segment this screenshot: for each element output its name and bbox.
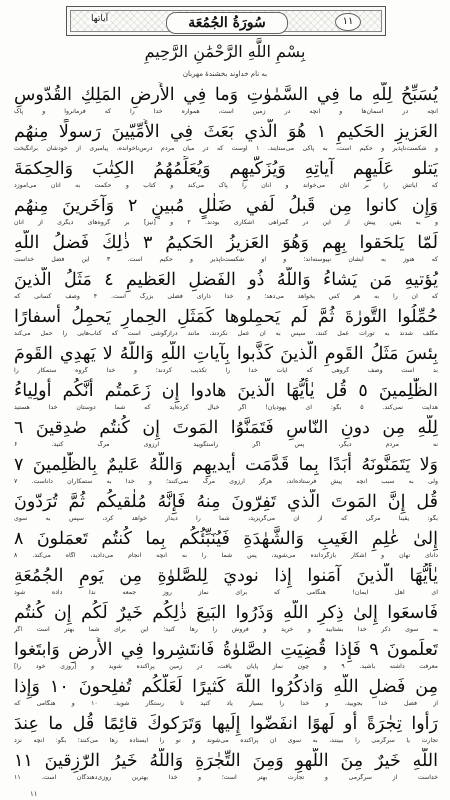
page-footer-number: ١١ xyxy=(30,790,38,798)
persian-translation: تجارت یا سرگرمی را ببینند، به سوی آن پراکنده می‌شوند و تو را ایستاده رها می‌کنند؛ بگو: آنچه نزد xyxy=(14,737,438,744)
persian-translation: بگو: یقیناً مرگی که از آن می‌گریزید، شما را دیدار خواهد کرد، سپس به سوی xyxy=(14,515,438,522)
verse-line xyxy=(14,563,438,597)
verse-line xyxy=(14,119,438,153)
persian-translation: بد است وصف گروهی که آیات خدا را تکذیب کردند؛ و خدا گروه ستمکار را xyxy=(14,367,438,374)
arabic-text: إِلىٰ عٰلِمِ الغَيبِ وَالشَّهٰدَةِ فَيُنَبِّئُكُم بِما كُنتُم تَعمَلونَ ٨ xyxy=(14,529,438,549)
persian-translation: که آن را به هر کس بخواهد می‌دهد؛ و خدا دارای فضلی بزرگ است. ۴ وصف کسانی که xyxy=(14,293,438,300)
verse-line xyxy=(14,267,438,301)
arabic-text: الظّٰلِمينَ ٥ قُل يٰأَيُّهَا الَّذينَ هادوا إِن زَعَمتُم أَنَّكُم أَولِياءُ xyxy=(14,381,438,401)
verse-line xyxy=(14,415,438,449)
persian-translation: هدایت نمی‌کند. ۵ بگو: ای یهودیان! اگر خیال کرده‌اید که شما دوستان خدا هستید xyxy=(14,404,438,411)
arabic-text: فَاسعَوا إِلىٰ ذِكرِ اللَّهِ وَذَرُوا البَيعَ ذٰلِكُم خَيرٌ لَكُم إِن كُنتُم xyxy=(14,603,438,623)
arabic-text: قُل إِنَّ المَوتَ الَّذي تَفِرّونَ مِنهُ فَإِنَّهُ مُلٰقيكُم ثُمَّ تُرَدّونَ xyxy=(14,492,438,512)
surah-title: سُورَةُ الجُمُعَة xyxy=(166,12,288,34)
arabic-text: مِن فَضلِ اللَّهِ وَاذكُرُوا اللَّهَ كَثيرًا لَعَلَّكُم تُفلِحونَ ١٠ وَإِذا xyxy=(14,677,438,697)
verse-line xyxy=(14,452,438,486)
persian-translation: مکلف شدند به تورات عمل کنند، سپس به آن عمل نکردند، مانند درازگوشی است که کتاب‌هایی را حمل می‌کند xyxy=(14,330,438,337)
persian-translation: که هنوز به ایشان نپیوسته‌اند؛ و او شکست‌ناپذیر و حکیم است. ۳ این فضل خداست xyxy=(14,256,438,263)
verse-line xyxy=(14,637,438,671)
persian-translation: آنچه در آسمان‌ها و آنچه در زمین است، همواره خدا را که فرمانروا و پاک xyxy=(14,108,438,115)
ayat-label: آیاتها xyxy=(91,14,109,24)
verse-line xyxy=(14,378,438,412)
header-ornament xyxy=(70,10,382,32)
persian-translation: معرفت داشته باشید. ۹ و چون نماز پایان یافت، در زمین پراکنده شوید و [روزی خود را] xyxy=(14,663,438,670)
persian-translation: دانای نهان و آشکار بازگردانده می‌شوید، پس شما را به آنچه انجام می‌دادید، آگاه می‌کند. ۸ xyxy=(14,552,438,559)
persian-translation: ای اهل ایمان! هنگامی که برای نماز روز جمعه ندا داده شود xyxy=(14,589,438,596)
arabic-text: وَإِن كانوا مِن قَبلُ لَفي ضَلٰلٍ مُبينٍ ٢ وَآخَرينَ مِنهُم xyxy=(14,196,438,216)
persian-translation: و به یقین پیش از این در گمراهی آشکاری بودند. ۲ و [نیز] بر گروه‌های دیگری از آنان xyxy=(14,219,438,226)
verse-line xyxy=(14,82,438,116)
persian-translation: ولی به سبب آنچه پیش فرستاده‌اند، هرگز آرزوی مرگ نمی‌کنند؛ و خدا به ستمکاران داناست. ۷ xyxy=(14,478,438,485)
arabic-text: يُؤتيهِ مَن يَشاءُ وَاللَّهُ ذُو الفَضلِ العَظيمِ ٤ مَثَلُ الَّذينَ xyxy=(14,270,438,290)
persian-translation: به سوی ذکر خدا بشتابید و خرید و فروش را رها کنید؛ این برای شما بهتر است اگر xyxy=(14,626,438,633)
ayat-count-badge: ١١ xyxy=(335,13,361,31)
verse-line xyxy=(14,304,438,338)
verse-line xyxy=(14,711,438,745)
verse-line xyxy=(14,489,438,523)
verse-line xyxy=(14,748,438,782)
arabic-text: اللَّهِ خَيرٌ مِنَ اللَّهوِ وَمِنَ التِّجٰرَةِ وَاللَّهُ خَيرُ الرّٰزِقينَ ١١ xyxy=(14,751,438,771)
arabic-text: لِلَّهِ مِن دونِ النّاسِ فَتَمَنَّوُا المَوتَ إِن كُنتُم صٰدِقينَ ٦ xyxy=(14,418,438,438)
verse-line xyxy=(14,600,438,634)
arabic-text: يَتلو عَلَيهِم آياتِهِ وَيُزَكّيهِم وَيُعَلِّمُهُمُ الكِتٰبَ وَالحِكمَةَ xyxy=(14,159,438,179)
persian-translation: از فضل خدا بجویید، و خدا را بسیار یاد کنید تا رستگار شوید. ۱۰ و هنگامی که xyxy=(14,700,438,707)
arabic-text: وَلا يَتَمَنَّونَهُ أَبَدًا بِما قَدَّمَت أَيديهِم وَاللَّهُ عَليمٌ بِالظّٰلِمينَ ٧ xyxy=(14,455,438,475)
persian-translation: و شکست‌ناپذیر و حکیم است، به پاکی می‌ستایند. ۱ اوست که در میان مردم درس‌ناخوانده، پیامبری از خودشان برانگیخت xyxy=(14,145,438,152)
persian-translation: خداست از سرگرمی و تجارت بهتر است؛ و خدا بهترین روزی‌دهندگان است. ۱۱ xyxy=(14,774,438,781)
persian-translation: که آیاتش را بر آنان می‌خواند و آنان را پاک می‌کند و کتاب و حکمت به آنان می‌آموزد xyxy=(14,182,438,189)
arabic-text: بِئسَ مَثَلُ القَومِ الَّذينَ كَذَّبوا بِآياتِ اللَّهِ وَاللَّهُ لا يَهدِي القَومَ xyxy=(14,344,438,364)
arabic-text: تَعلَمونَ ٩ فَإِذا قُضِيَتِ الصَّلوٰةُ فَانتَشِروا فِي الأَرضِ وَابتَغوا xyxy=(14,640,438,660)
bismillah-translation: به نام خداوند بخشندهٔ مهربان xyxy=(182,70,268,78)
arabic-text: حُمِّلُوا التَّورٰةَ ثُمَّ لَم يَحمِلوها كَمَثَلِ الحِمارِ يَحمِلُ أَسفارًا xyxy=(14,307,438,327)
verse-line xyxy=(14,674,438,708)
verse-line xyxy=(14,341,438,375)
arabic-text: رَأَوا تِجٰرَةً أَو لَهوًا انفَضّوا إِلَيها وَتَرَكوكَ قائِمًا قُل ما عِندَ xyxy=(14,714,438,734)
arabic-text: يُسَبِّحُ لِلَّهِ ما فِي السَّمٰوٰتِ وَما فِي الأَرضِ المَلِكِ القُدّوسِ xyxy=(14,85,438,105)
surah-header xyxy=(66,6,386,36)
arabic-text: يٰأَيُّهَا الَّذينَ آمَنوا إِذا نوديَ لِلصَّلوٰةِ مِن يَومِ الجُمُعَةِ xyxy=(14,566,438,586)
verse-line xyxy=(14,230,438,264)
verse-line xyxy=(14,156,438,190)
verse-line xyxy=(14,526,438,560)
arabic-text: لَمّا يَلحَقوا بِهِم وَهُوَ العَزيزُ الحَكيمُ ٣ ذٰلِكَ فَضلُ اللَّهِ xyxy=(14,233,438,253)
persian-translation: نه مردم دیگر، پس اگر راستگویید آرزوی مرگ کنید. ۶ xyxy=(14,441,438,448)
bismillah: بِسْمِ اللَّهِ الرَّحْمَٰنِ الرَّحِيمِ xyxy=(144,42,306,61)
arabic-text: العَزيزِ الحَكيمِ ١ هُوَ الَّذي بَعَثَ فِي الأُمِّيّينَ رَسولًا مِنهُم xyxy=(14,122,438,142)
verse-line xyxy=(14,193,438,227)
